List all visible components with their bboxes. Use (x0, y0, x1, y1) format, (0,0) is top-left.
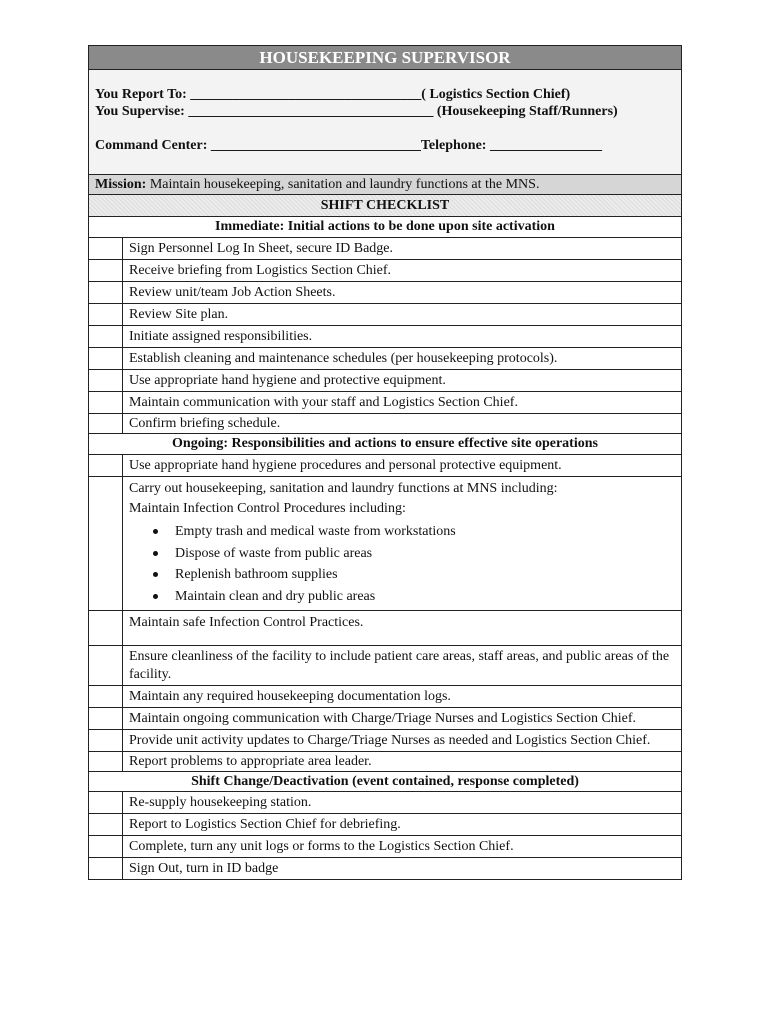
bullet-item: Empty trash and medical waste from workstations (129, 521, 675, 543)
bullet-item: Replenish bathroom supplies (129, 564, 675, 586)
checkbox-cell[interactable] (89, 730, 123, 751)
supervise-line: You Supervise: ___________________________________ (Housekeeping Staff/Runners) (95, 104, 618, 119)
checklist-row (89, 477, 681, 611)
checkbox-cell[interactable] (89, 414, 123, 433)
checklist-row (89, 708, 681, 730)
checklist-row (89, 414, 681, 434)
checklist-row (89, 392, 681, 414)
checklist-item-group (123, 477, 681, 610)
checkbox-cell[interactable] (89, 326, 123, 347)
checklist-row (89, 282, 681, 304)
bullet-icon (153, 529, 158, 534)
checkbox-cell[interactable] (89, 477, 123, 610)
checkbox-cell[interactable] (89, 814, 123, 835)
checklist-item: Report to Logistics Section Chief for debriefing. (129, 817, 401, 832)
checklist-row (89, 858, 681, 879)
bullet-icon (153, 594, 158, 599)
immediate-section-header: Immediate: Initial actions to be done upon site activation (89, 217, 681, 238)
mission-text: Maintain housekeeping, sanitation and laundry functions at the MNS. (149, 177, 540, 192)
checklist-item: Maintain communication with your staff and Logistics Section Chief. (129, 395, 518, 410)
checklist-row (89, 238, 681, 260)
checkbox-cell[interactable] (89, 611, 123, 645)
checklist-row (89, 836, 681, 858)
checkbox-cell[interactable] (89, 455, 123, 476)
checklist-item: Review Site plan. (129, 307, 229, 322)
checklist-item: Maintain any required housekeeping documentation logs. (129, 689, 451, 704)
bullet-item: Maintain clean and dry public areas (129, 586, 675, 608)
checklist-item: Sign Out, turn in ID badge (129, 861, 279, 876)
checklist-row (89, 814, 681, 836)
checklist-row (89, 260, 681, 282)
checklist-item: Use appropriate hand hygiene procedures and personal protective equipment. (129, 458, 562, 473)
page-title: HOUSEKEEPING SUPERVISOR (89, 46, 681, 70)
checklist-item: Initiate assigned responsibilities. (129, 329, 313, 344)
checkbox-cell[interactable] (89, 260, 123, 281)
checklist-item: Establish cleaning and maintenance schedules (per housekeeping protocols). (129, 351, 558, 366)
checklist-row (89, 611, 681, 646)
checklist-item (123, 611, 681, 645)
mission-label: Mission: (95, 177, 147, 192)
checklist-item: Re-supply housekeeping station. (129, 795, 312, 810)
checklist-item: Report problems to appropriate area leader. (129, 754, 372, 769)
checklist-row (89, 348, 681, 370)
bullet-icon (153, 551, 158, 556)
mission-row (89, 175, 681, 195)
carry-out-text: Carry out housekeeping, sanitation and laundry functions at MNS including: (129, 481, 558, 496)
checklist-row (89, 455, 681, 477)
job-action-sheet (88, 45, 682, 880)
ongoing-section-header: Ongoing: Responsibilities and actions to ensure effective site operations (89, 434, 681, 455)
checklist-item: Complete, turn any unit logs or forms to the Logistics Section Chief. (129, 839, 514, 854)
checklist-item: Use appropriate hand hygiene and protective equipment. (129, 373, 446, 388)
checkbox-cell[interactable] (89, 708, 123, 729)
checklist-item: Provide unit activity updates to Charge/Triage Nurses as needed and Logistics Section Chief. (129, 733, 651, 748)
checklist-item: Confirm briefing schedule. (129, 416, 281, 431)
checklist-row (89, 370, 681, 392)
command-center-line: Command Center: ______________________________Telephone: ________________ (95, 138, 602, 153)
checkbox-cell[interactable] (89, 858, 123, 879)
checkbox-cell[interactable] (89, 238, 123, 259)
checkbox-cell[interactable] (89, 392, 123, 413)
checklist-item: Maintain ongoing communication with Charge/Triage Nurses and Logistics Section Chief. (129, 711, 637, 726)
shift-checklist-title: SHIFT CHECKLIST (89, 195, 681, 217)
checkbox-cell[interactable] (89, 304, 123, 325)
checklist-row (89, 686, 681, 708)
checklist-item: Receive briefing from Logistics Section Chief. (129, 263, 392, 278)
safe-practices-text: Maintain safe Infection Control Practices. (129, 615, 364, 630)
checklist-row (89, 304, 681, 326)
assignment-info (89, 70, 681, 175)
checkbox-cell[interactable] (89, 646, 123, 685)
report-to-line: You Report To: _________________________________( Logistics Section Chief) (95, 87, 571, 102)
checkbox-cell[interactable] (89, 348, 123, 369)
checkbox-cell[interactable] (89, 836, 123, 857)
infection-control-text: Maintain Infection Control Procedures including: (129, 501, 406, 516)
checklist-row (89, 646, 681, 686)
checkbox-cell[interactable] (89, 752, 123, 771)
checkbox-cell[interactable] (89, 370, 123, 391)
checklist-item: Sign Personnel Log In Sheet, secure ID Badge. (129, 241, 393, 256)
checklist-row (89, 752, 681, 772)
checkbox-cell[interactable] (89, 282, 123, 303)
checklist-row (89, 730, 681, 752)
checklist-item: Ensure cleanliness of the facility to include patient care areas, staff areas, and public areas of the facility. (129, 649, 670, 682)
deactivation-section-header: Shift Change/Deactivation (event contained, response completed) (89, 772, 681, 792)
checkbox-cell[interactable] (89, 686, 123, 707)
bullet-list (129, 521, 675, 607)
checkbox-cell[interactable] (89, 792, 123, 813)
checklist-row (89, 326, 681, 348)
checklist-row (89, 792, 681, 814)
checklist-item: Review unit/team Job Action Sheets. (129, 285, 336, 300)
bullet-item: Dispose of waste from public areas (129, 543, 675, 565)
bullet-icon (153, 572, 158, 577)
